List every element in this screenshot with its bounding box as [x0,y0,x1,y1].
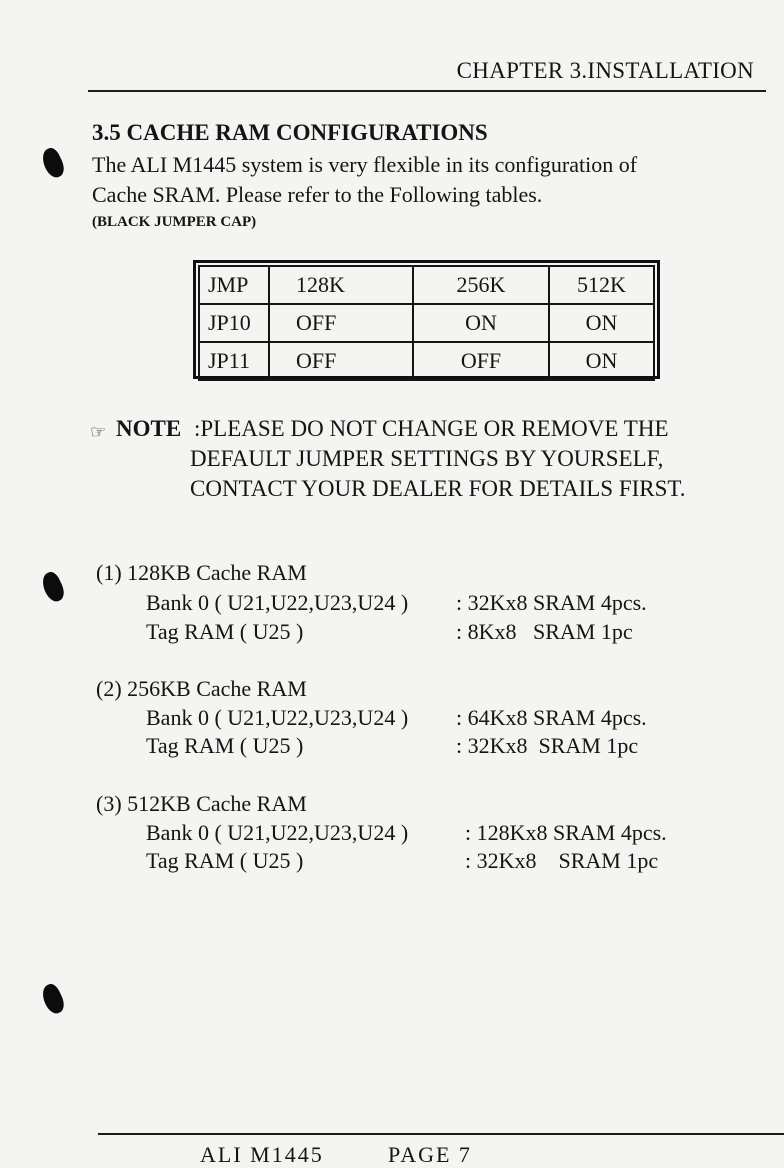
table-cell: JMP [199,266,269,304]
jumper-cap-subheading: (BLACK JUMPER CAP) [92,214,257,230]
bank-label: Bank 0 ( U21,U22,U23,U24 ) [146,820,409,845]
table-cell: 512K [549,266,654,304]
table-row [199,342,654,380]
header-rule [88,90,766,92]
table-cell: OFF [413,342,549,380]
intro-text-line: Cache SRAM. Please refer to the Following tables. [92,182,543,207]
footer-page-number: PAGE 7 [388,1142,472,1167]
chapter-heading: CHAPTER 3.INSTALLATION [456,58,754,83]
binder-hole-mark [39,570,68,605]
table-header-row [199,266,654,304]
bank-value: : 64Kx8 SRAM 4pcs. [456,705,647,730]
table-cell: OFF [269,342,413,380]
jumper-settings-table [193,260,660,379]
table-cell: JP11 [199,342,269,380]
table-cell: OFF [269,304,413,342]
intro-text-line: The ALI M1445 system is very flexible in its configuration of [92,152,638,177]
tag-value: : 8Kx8 SRAM 1pc [456,619,633,644]
binder-hole-mark [39,146,68,181]
bank-label: Bank 0 ( U21,U22,U23,U24 ) [146,590,409,615]
bank-value: : 128Kx8 SRAM 4pcs. [465,820,667,845]
table-cell: ON [413,304,549,342]
bank-label: Bank 0 ( U21,U22,U23,U24 ) [146,705,409,730]
config-heading: (2) 256KB Cache RAM [96,676,307,701]
tag-value: : 32Kx8 SRAM 1pc [465,848,659,873]
table-cell: 128K [269,266,413,304]
tag-label: Tag RAM ( U25 ) [146,733,304,758]
note-text-line: DEFAULT JUMPER SETTINGS BY YOURSELF, [190,446,664,471]
section-title: 3.5 CACHE RAM CONFIGURATIONS [92,120,488,145]
table-cell: ON [549,342,654,380]
table-cell: JP10 [199,304,269,342]
config-heading: (1) 128KB Cache RAM [96,560,307,585]
note-text-line: CONTACT YOUR DEALER FOR DETAILS FIRST. [190,476,686,501]
table-row [199,304,654,342]
config-heading: (3) 512KB Cache RAM [96,791,307,816]
pointing-hand-icon: ☞ [90,422,107,442]
tag-value: : 32Kx8 SRAM 1pc [456,733,639,758]
binder-hole-mark [39,982,68,1017]
note-text-line: :PLEASE DO NOT CHANGE OR REMOVE THE [194,416,669,441]
tag-label: Tag RAM ( U25 ) [146,848,304,873]
bank-value: : 32Kx8 SRAM 4pcs. [456,590,647,615]
footer-product: ALI M1445 [200,1142,324,1167]
footer-rule [98,1133,784,1135]
table-cell: 256K [413,266,549,304]
tag-label: Tag RAM ( U25 ) [146,619,304,644]
table-cell: ON [549,304,654,342]
note-label: NOTE [116,416,182,441]
